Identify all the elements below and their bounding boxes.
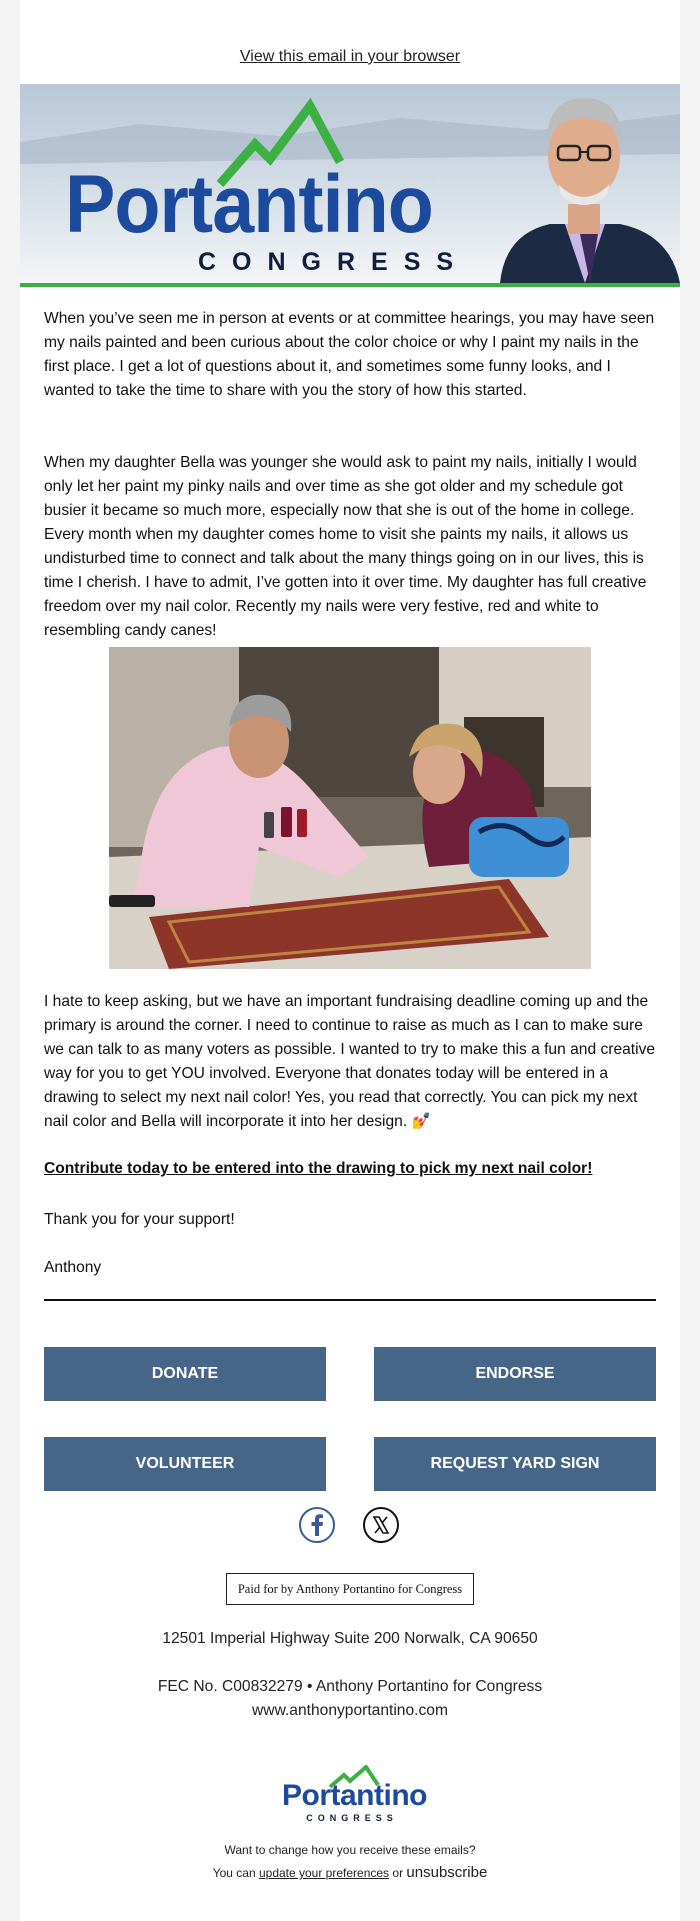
footer-logo-wordmark: Portantino	[282, 1779, 427, 1812]
donate-button[interactable]: DONATE	[44, 1347, 326, 1401]
letter-paragraph-2: When my daughter Bella was younger she would ask to paint my nails, initially I would only let her paint my pinky nails and over time as she got older and my schedule got busier it became so much more, especially now that she is out of the home in college. Every month when my daughter comes home to visit she paints my nails, it allows us undisturbed time to connect and talk about the many things going on in our lives, this is time I cherish. I have to admit, I’ve gotten into it over time. My daughter has full creative freedom over my nail color. Recently my nails were very festive, red and white to resembling candy canes!	[44, 454, 647, 639]
fec-number: FEC No. C00832279 • Anthony Portantino for Congress	[157, 1678, 543, 1695]
update-preferences-link[interactable]: update your preferences	[258, 1866, 390, 1880]
volunteer-button[interactable]: VOLUNTEER	[44, 1437, 326, 1491]
change-prompt: Want to change how you receive these emails?	[224, 1843, 476, 1857]
paid-for-disclaimer: Paid for by Anthony Portantino for Congress	[226, 1573, 474, 1605]
footer-logo	[282, 1765, 427, 1827]
email-card	[20, 0, 680, 1921]
signature: Anthony	[44, 1259, 102, 1276]
banner-divider	[20, 283, 680, 287]
contribute-link[interactable]: Contribute today to be entered into the drawing to pick my next nail color!	[44, 1160, 593, 1177]
view-in-browser-link[interactable]: View this email in your browser	[239, 48, 461, 65]
logo-wordmark: Portantino	[65, 159, 433, 250]
mailing-address: 12501 Imperial Highway Suite 200 Norwalk, CA 90650	[162, 1630, 538, 1647]
preferences-line	[20, 1864, 680, 1881]
letter-paragraph-3: I hate to keep asking, but we have an important fundraising deadline coming up and the primary is around the corner. I need to continue to raise as much as I can to make sure we can talk to as many voters as possible. I wanted to try to make this a fun and creative way for you to get YOU involved. Everyone that donates today will be entered in a drawing to select my next nail color! Yes, you read that correctly. You can pick my next nail color and Bella will incorporate it into her design. 💅	[44, 993, 656, 1130]
facebook-icon[interactable]	[299, 1507, 335, 1543]
endorse-button[interactable]: ENDORSE	[374, 1347, 656, 1401]
footer-logo-subtitle: CONGRESS	[306, 1813, 398, 1823]
you-can-text: You can	[212, 1866, 256, 1880]
unsubscribe-link[interactable]: unsubscribe	[406, 1864, 488, 1881]
or-text: or	[392, 1866, 404, 1880]
letter-paragraph-1: When you’ve seen me in person at events or at committee hearings, you may have seen my nails painted and been curious about the color choice or why I paint my nails in the first place. I get a lot of questions about it, and sometimes some funny looks, and I wanted to take the time to share with you the story of how this started.	[44, 310, 655, 399]
website-link[interactable]: www.anthonyportantino.com	[252, 1702, 448, 1719]
header-banner	[20, 84, 680, 283]
thank-you-text: Thank you for your support!	[44, 1211, 235, 1228]
nail-painting-photo	[109, 647, 591, 969]
logo-subtitle: CONGRESS	[198, 248, 470, 276]
divider	[44, 1299, 656, 1301]
request-yard-sign-button[interactable]: REQUEST YARD SIGN	[374, 1437, 656, 1491]
x-twitter-icon[interactable]	[363, 1507, 399, 1543]
